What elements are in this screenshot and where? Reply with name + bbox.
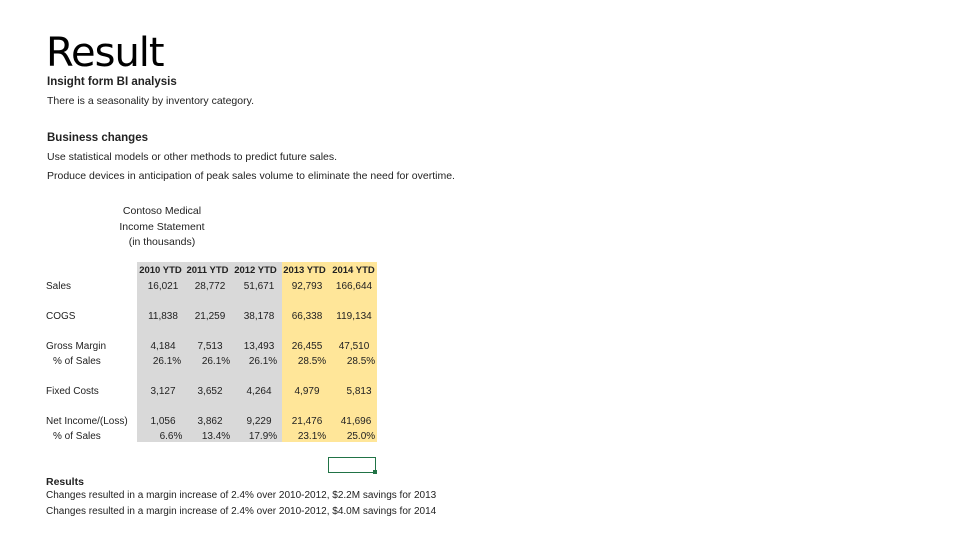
statement-title-line: Income Statement xyxy=(119,220,205,233)
table-cell[interactable]: 21,476 xyxy=(291,416,323,427)
table-cell[interactable]: 13.4% xyxy=(201,431,231,442)
table-cell[interactable]: 166,644 xyxy=(335,281,373,292)
table-cell[interactable]: 11,838 xyxy=(148,311,178,322)
table-cell[interactable]: 41,696 xyxy=(340,416,372,427)
row-label-ni-pct: % of Sales xyxy=(53,431,101,442)
table-cell[interactable]: 28.5% xyxy=(297,356,327,367)
table-cell[interactable]: 66,338 xyxy=(291,311,323,322)
table-cell[interactable]: 3,862 xyxy=(197,416,223,427)
table-cell[interactable]: 26,455 xyxy=(291,341,323,352)
table-cell[interactable]: 26.1% xyxy=(152,356,182,367)
table-cell[interactable]: 1,056 xyxy=(150,416,176,427)
statement-title-line: (in thousands) xyxy=(128,236,196,248)
table-cell[interactable]: 26.1% xyxy=(248,356,278,367)
table-cell[interactable]: 3,127 xyxy=(150,386,176,397)
table-cell[interactable]: 38,178 xyxy=(243,311,275,322)
column-header: 2011 YTD xyxy=(186,265,229,276)
insight-heading: Insight form BI analysis xyxy=(47,76,177,88)
business-line: Use statistical models or other methods to predict future sales. xyxy=(47,151,338,163)
results-line: Changes resulted in a margin increase of 2.4% over 2010-2012, $4.0M savings for 2014 xyxy=(46,506,437,517)
row-label-cogs: COGS xyxy=(46,311,76,322)
insight-text: There is a seasonality by inventory category. xyxy=(47,95,254,107)
table-cell[interactable]: 47,510 xyxy=(338,341,370,352)
table-cell[interactable]: 23.1% xyxy=(297,431,327,442)
table-cell[interactable]: 92,793 xyxy=(291,281,323,292)
business-line: Produce devices in anticipation of peak sales volume to eliminate the need for overtime. xyxy=(47,170,455,182)
selected-cell[interactable] xyxy=(328,457,376,473)
row-label-gross-margin: Gross Margin xyxy=(46,341,107,352)
table-cell[interactable]: 7,513 xyxy=(197,341,223,352)
row-label-gm-pct: % of Sales xyxy=(53,356,101,367)
column-header: 2013 YTD xyxy=(283,265,326,276)
row-label-net-income: Net Income/(Loss) xyxy=(46,416,128,427)
statement-title-line: Contoso Medical xyxy=(122,205,202,217)
results-line: Changes resulted in a margin increase of 2.4% over 2010-2012, $2.2M savings for 2013 xyxy=(46,490,437,501)
table-cell[interactable]: 28.5% xyxy=(346,356,376,367)
table-cell[interactable]: 13,493 xyxy=(243,341,275,352)
table-cell[interactable]: 3,652 xyxy=(197,386,223,397)
table-cell[interactable]: 51,671 xyxy=(243,281,275,292)
table-cell[interactable]: 25.0% xyxy=(346,431,376,442)
results-heading: Results xyxy=(46,476,84,488)
table-cell[interactable]: 5,813 xyxy=(346,386,372,397)
table-cell[interactable]: 9,229 xyxy=(246,416,272,427)
table-cell[interactable]: 26.1% xyxy=(201,356,231,367)
row-label-fixed-costs: Fixed Costs xyxy=(46,386,99,397)
column-header: 2010 YTD xyxy=(139,265,182,276)
slide-title: Result xyxy=(46,30,164,76)
table-cell[interactable]: 21,259 xyxy=(194,311,226,322)
table-cell[interactable]: 17.9% xyxy=(248,431,278,442)
column-header: 2012 YTD xyxy=(234,265,277,276)
table-cell[interactable]: 4,184 xyxy=(150,341,176,352)
business-heading: Business changes xyxy=(47,132,148,144)
column-header: 2014 YTD xyxy=(332,265,375,276)
table-cell[interactable]: 119,134 xyxy=(336,311,372,322)
table-cell[interactable]: 16,021 xyxy=(147,281,179,292)
table-cell[interactable]: 28,772 xyxy=(194,281,226,292)
row-label-sales: Sales xyxy=(46,281,72,292)
fill-handle[interactable] xyxy=(373,470,377,474)
table-cell[interactable]: 6.6% xyxy=(159,431,183,442)
table-cell[interactable]: 4,979 xyxy=(294,386,320,397)
statement-title xyxy=(100,204,224,251)
table-cell[interactable]: 4,264 xyxy=(246,386,272,397)
